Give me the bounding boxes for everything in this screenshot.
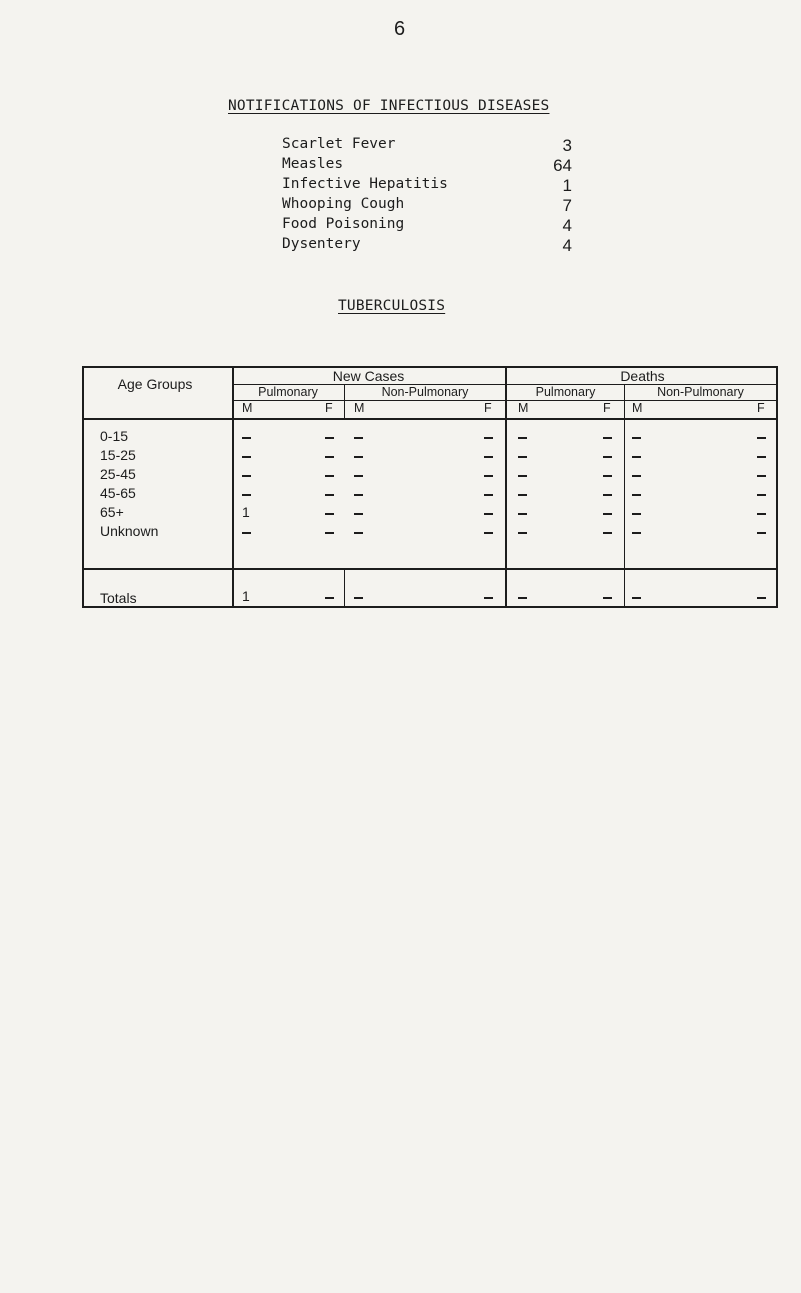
empty-cell-dash <box>632 494 641 496</box>
sex-f-header: F <box>603 401 611 415</box>
empty-cell-dash <box>603 475 612 477</box>
disease-count: 1 <box>562 176 572 195</box>
empty-cell-dash <box>757 475 766 477</box>
age-label: 0-15 <box>100 428 129 444</box>
empty-cell-dash <box>603 456 612 458</box>
empty-cell-dash <box>484 494 493 496</box>
empty-cell-dash <box>242 475 251 477</box>
header-divider <box>82 418 778 420</box>
disease-name: Scarlet Fever <box>282 136 396 152</box>
sex-f-header: F <box>757 401 765 415</box>
empty-cell-dash <box>757 513 766 515</box>
empty-cell-dash <box>518 597 527 599</box>
empty-cell-dash <box>354 532 363 534</box>
empty-cell-dash <box>757 597 766 599</box>
age-label: Unknown <box>100 523 159 539</box>
empty-cell-dash <box>757 437 766 439</box>
empty-cell-dash <box>354 597 363 599</box>
empty-cell-dash <box>518 494 527 496</box>
table-cell: 1 <box>242 588 250 604</box>
empty-cell-dash <box>484 437 493 439</box>
disease-name: Food Poisoning <box>282 216 405 232</box>
empty-cell-dash <box>757 532 766 534</box>
new-cases-header: New Cases <box>332 368 405 384</box>
empty-cell-dash <box>484 513 493 515</box>
list-item <box>282 236 572 256</box>
death-non-pulmonary-header: Non-Pulmonary <box>657 385 744 399</box>
age-label: 25-45 <box>100 466 136 482</box>
new-non-pulmonary-header: Non-Pulmonary <box>381 385 469 399</box>
empty-cell-dash <box>518 437 527 439</box>
empty-cell-dash <box>325 597 334 599</box>
empty-cell-dash <box>518 456 527 458</box>
column-divider <box>624 420 625 608</box>
sex-m-header: M <box>354 401 365 415</box>
empty-cell-dash <box>325 513 334 515</box>
empty-cell-dash <box>757 456 766 458</box>
empty-cell-dash <box>603 437 612 439</box>
empty-cell-dash <box>518 475 527 477</box>
empty-cell-dash <box>603 532 612 534</box>
empty-cell-dash <box>354 456 363 458</box>
empty-cell-dash <box>484 475 493 477</box>
age-label: 45-65 <box>100 485 136 501</box>
totals-label: Totals <box>100 590 137 606</box>
empty-cell-dash <box>242 437 251 439</box>
table-border-bottom <box>82 606 778 608</box>
sex-f-header: F <box>325 401 333 415</box>
empty-cell-dash <box>242 532 251 534</box>
sex-f-header: F <box>484 401 492 415</box>
totals-divider <box>82 568 778 570</box>
age-label: 65+ <box>100 504 124 520</box>
deaths-header: Deaths <box>620 368 665 384</box>
empty-cell-dash <box>484 597 493 599</box>
new-pulmonary-header: Pulmonary <box>258 385 318 399</box>
empty-cell-dash <box>325 456 334 458</box>
empty-cell-dash <box>632 532 641 534</box>
empty-cell-dash <box>632 475 641 477</box>
empty-cell-dash <box>632 437 641 439</box>
empty-cell-dash <box>757 494 766 496</box>
disease-name: Measles <box>282 156 344 172</box>
empty-cell-dash <box>325 532 334 534</box>
column-divider <box>344 569 345 608</box>
death-pulmonary-header: Pulmonary <box>535 385 596 399</box>
tuberculosis-title: TUBERCULOSIS <box>338 298 446 314</box>
age-label: 15-25 <box>100 447 136 463</box>
empty-cell-dash <box>632 597 641 599</box>
empty-cell-dash <box>325 437 334 439</box>
list-item <box>282 156 572 176</box>
disease-name: Dysentery <box>282 236 361 252</box>
empty-cell-dash <box>632 513 641 515</box>
empty-cell-dash <box>518 513 527 515</box>
column-divider <box>232 366 234 608</box>
page-number: 6 <box>394 18 406 40</box>
empty-cell-dash <box>632 456 641 458</box>
empty-cell-dash <box>518 532 527 534</box>
empty-cell-dash <box>603 597 612 599</box>
disease-list <box>282 136 572 256</box>
empty-cell-dash <box>325 494 334 496</box>
notifications-title: NOTIFICATIONS OF INFECTIOUS DISEASES <box>228 98 550 114</box>
list-item <box>282 136 572 156</box>
empty-cell-dash <box>242 456 251 458</box>
empty-cell-dash <box>354 437 363 439</box>
disease-name: Infective Hepatitis <box>282 176 448 192</box>
list-item <box>282 176 572 196</box>
sex-m-header: M <box>242 401 253 415</box>
empty-cell-dash <box>484 532 493 534</box>
sex-m-header: M <box>632 401 643 415</box>
table-border-right <box>776 366 778 608</box>
disease-count: 64 <box>553 156 572 175</box>
age-groups-header: Age Groups <box>117 376 193 392</box>
empty-cell-dash <box>484 456 493 458</box>
disease-count: 4 <box>562 216 572 235</box>
tuberculosis-table <box>82 366 778 609</box>
empty-cell-dash <box>603 494 612 496</box>
disease-count: 7 <box>562 196 572 215</box>
empty-cell-dash <box>354 494 363 496</box>
empty-cell-dash <box>354 475 363 477</box>
sex-m-header: M <box>518 401 529 415</box>
list-item <box>282 216 572 236</box>
table-border-left <box>82 366 84 608</box>
disease-name: Whooping Cough <box>282 196 405 212</box>
empty-cell-dash <box>325 475 334 477</box>
list-item <box>282 196 572 216</box>
disease-count: 3 <box>562 136 572 155</box>
empty-cell-dash <box>242 494 251 496</box>
column-divider <box>505 366 507 608</box>
empty-cell-dash <box>603 513 612 515</box>
empty-cell-dash <box>354 513 363 515</box>
table-cell: 1 <box>242 504 250 520</box>
disease-count: 4 <box>562 236 572 255</box>
